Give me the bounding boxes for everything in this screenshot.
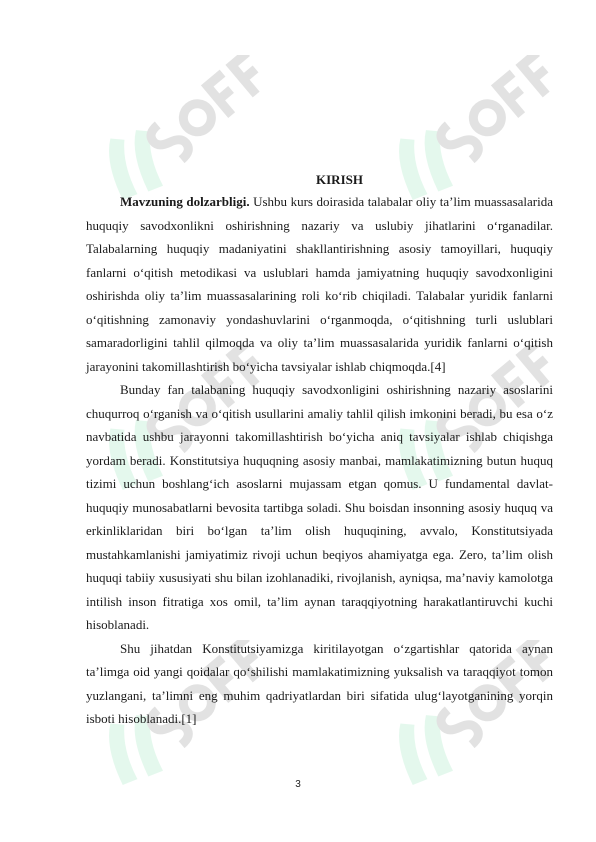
paragraph-relevance (86, 190, 553, 378)
document-body (86, 170, 553, 731)
paragraph-text: Shu jihatdan Konstitutsiyamizga kiritilayotgan o‘zgartishlar qatorida aynan ta’limga oid yangi qoidalar qo‘shilishi mamlakatimizning yuksalish va taraqqiyot tomon yuzlangani, ta’limni eng muhim qadriyatlardan biri sifatida ulug‘layotganining yorqin isboti hisoblanadi.[1] (86, 640, 553, 726)
paragraph-lead: Mavzuning dolzarbligi. (120, 194, 250, 209)
paragraph-text: Ushbu kurs doirasida talabalar oliy ta’lim muassasalarida huquqiy savodxonlikni oshirishning nazariy va uslubiy jihatlarini o‘rganadilar. Talabalarning huquqiy madaniyatini shakllantirishning asosiy tamoyillari, huquqiy fanlarni o‘qitish metodikasi va uslublari hamda jamiyatning huquqiy savodxonligini oshirishda oliy ta’lim muassasalarining roli ko‘rib chiqiladi. Talabalar yuridik fanlarni o‘qitishning zamonaviy yondashuvlarini o‘rganmoqda, o‘qitishning turli uslublari samaradorligini tahlil qilmoqda va oliy ta’lim muassasalarida yuridik fanlarni o‘qitish jarayonini takomillashtirish bo‘yicha tavsiyalar ishlab chiqmoqda.[4] (86, 194, 553, 374)
paragraph-amendments (86, 637, 553, 731)
page-number: 3 (295, 779, 301, 790)
paragraph-text: Bunday fan talabaning huquqiy savodxonligini oshirishning nazariy asoslarini chuqurroq o‘rganish va o‘qitish usullarini amaliy tahlil qilish imkonini beradi, bu esa o‘z navbatida ushbu jarayonni takomillashtirish bo‘yicha aniq tavsiyalar ishlab chiqishga yordam beradi. Konstitutsiya huquqning asosiy manbai, mamlakatimizning butun huquq tizimi uchun boshlang‘ich asoslarni mujassam etgan qomus. U fundamental davlat-huquqiy munosabatlarni bevosita tartibga soladi. Shu boisdan insonning asosiy huquq va erkinliklaridan biri bo‘lgan ta’lim olish huquqining, avvalo, Konstitutsiyada mustahkamlanishi jamiyatimiz rivoji uchun beqiyos ahamiyatga ega. Zero, ta’lim olish huquqi tabiiy xususiyati shu bilan izohlanadiki, rivojlanish, ayniqsa, ma’naviy kamolotga intilish inson fitratiga xos omil, ta’lim aynan taraqqiyotning harakatlantiruvchi kuchi hisoblanadi. (86, 382, 553, 632)
section-title: KIRISH (316, 172, 363, 187)
paragraph-constitution (86, 378, 553, 637)
